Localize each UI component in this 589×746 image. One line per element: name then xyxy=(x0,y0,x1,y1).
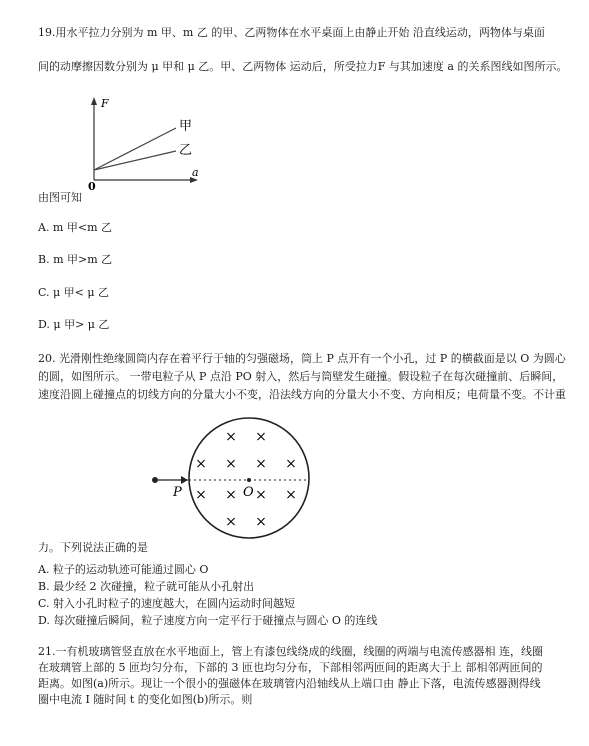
q20-magnetic-cylinder-figure xyxy=(145,410,345,542)
q20-text-line3: 速度沿圆上碰撞点的切线方向的分量大小不变，沿法线方向的分量大小不变、方向相反；电荷量不变。不计重 xyxy=(38,388,566,401)
q19-option-c: C. μ 甲< μ 乙 xyxy=(38,286,110,299)
field-cross-2: × xyxy=(195,456,207,472)
q19-lead: 由图可知 xyxy=(38,191,82,204)
y-axis-label: F xyxy=(101,97,109,110)
q19-option-d: D. μ 甲> μ 乙 xyxy=(38,318,110,331)
field-cross-0: × xyxy=(225,429,237,445)
line-jia xyxy=(94,128,176,170)
label-o: O xyxy=(243,485,254,500)
q19-text-line1: 19.用水平拉力分别为 m 甲、m 乙 的甲、乙两物体在水平桌面上由静止开始 沿直线运动，两物体与桌面 xyxy=(38,26,545,39)
q20-text-line1: 20. 光滑刚性绝缘圆筒内存在着平行于轴的匀强磁场，筒上 P 点开有一个小孔，过 P 的横截面是以 O 为圆心 xyxy=(38,352,566,365)
line-yi xyxy=(94,151,176,170)
field-cross-11: × xyxy=(255,514,267,530)
q20-option-c: C. 射入小孔时粒子的速度越大，在圆内运动时间越短 xyxy=(38,597,296,610)
particle-dot xyxy=(152,477,158,483)
field-cross-4: × xyxy=(255,456,267,472)
center-dot xyxy=(247,478,251,482)
q21-text: 21.一有机玻璃管竖直放在水平地面上，管上有漆包线绕成的线圈，线圈的两端与电流传感器相 连，线圈在玻璃管上部的 5 匝均匀分布，下部的 3 匝也均匀分布，下部相邻两匝间的距离大于上 部相邻两匝间的距离。如图(a)所示。现让一个很小的强磁体在玻璃管内沿轴线从上端口由 静止下落，电流传感器测得线圈中电流 I 随时间 t 的变化如图(b)所示。则 xyxy=(38,645,543,706)
field-cross-9: × xyxy=(285,487,297,503)
q20-text-line4: 力。下列说法正确的是 xyxy=(38,541,148,554)
x-axis-label: a xyxy=(192,166,199,179)
field-cross-6: × xyxy=(195,487,207,503)
y-axis-arrow-icon xyxy=(91,97,97,105)
q19-text-line2: 间的动摩擦因数分别为 μ 甲和 μ 乙。甲、乙两物体 运动后，所受拉力F 与其加速度 a 的关系图线如图所示。 xyxy=(38,60,568,73)
q20-text-line2: 的圆，如图所示。 一带电粒子从 P 点沿 PO 射入，然后与筒壁发生碰撞。假设粒子在每次碰撞前、后瞬间， xyxy=(38,370,564,383)
q20-option-d: D. 每次碰撞后瞬间，粒子速度方向一定平行于碰撞点与圆心 O 的连线 xyxy=(38,614,378,627)
q19-force-acceleration-graph xyxy=(80,94,210,190)
field-cross-1: × xyxy=(255,429,267,445)
q19-option-b: B. m 甲>m 乙 xyxy=(38,253,113,266)
q20-option-b: B. 最少经 2 次碰撞，粒子就可能从小孔射出 xyxy=(38,580,255,593)
label-p: P xyxy=(173,485,182,500)
q20-option-a: A. 粒子的运动轨迹可能通过圆心 O xyxy=(38,563,209,576)
origin-label: 0 xyxy=(88,180,96,190)
field-cross-3: × xyxy=(225,456,237,472)
field-cross-7: × xyxy=(225,487,237,503)
label-jia: 甲 xyxy=(179,119,193,134)
particle-arrow-icon xyxy=(181,476,188,484)
label-yi: 乙 xyxy=(179,143,193,158)
field-cross-5: × xyxy=(285,456,297,472)
field-cross-8: × xyxy=(255,487,267,503)
q19-option-a: A. m 甲<m 乙 xyxy=(38,221,113,234)
field-cross-10: × xyxy=(225,514,237,530)
